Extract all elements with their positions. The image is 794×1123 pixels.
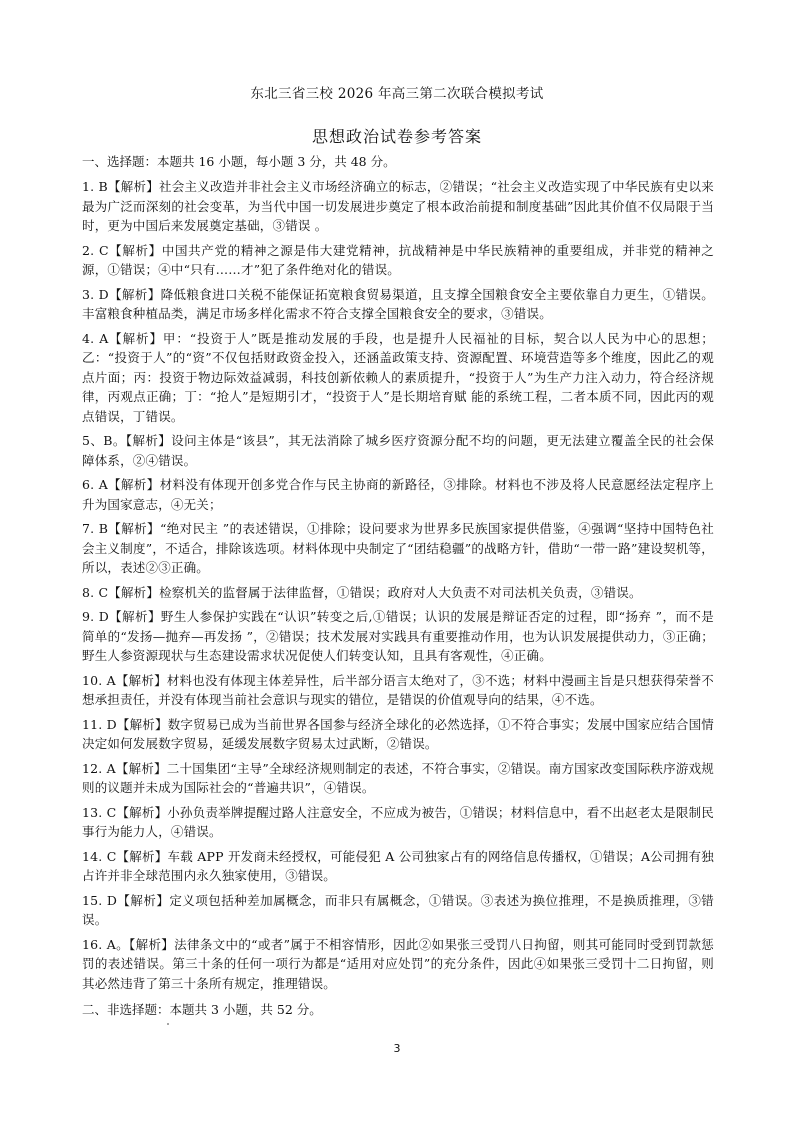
paper-title: 思想政治试卷参考答案 [311, 127, 482, 146]
answer-item-8: 8. C【解析】检察机关的监督属于法律监督，①错误；政府对人大负责不对司法机关负责，③错误。 [82, 584, 642, 600]
answer-item-6: 6. A【解析】材料没有体现开创多党合作与民主协商的新路径，③排除。材料也不涉及将人民意愿经法定程序上升为国家意志，④无关； [82, 477, 714, 512]
answer-item-14: 14. C【解析】车载 APP 开发商未经授权，可能侵犯 A 公司独家占有的网络信息传播权，①错误；A公司拥有独占许并非全球范围内永久独家使用，③错误。 [82, 848, 714, 883]
answer-item-16: 16. A。【解析】法律条文中的“或者”属于不相容情形，因此②如果张三受罚八日拘留，则其可能同时受到罚款惩罚的表述错误。第三十条的任何一项行为都是“适用对应处罚”的充分条件，因此④如果张三受罚十二日拘留，则其必然违背了第三十条所有规定，推理错误。 [82, 936, 714, 991]
answer-item-12: 12. A【解析】二十国集团“主导”全球经济规则制定的表述，不符合事实，②错误。南方国家改变国际秩序游戏规则的议题并未成为国际社会的“普遍共识”，④错误。 [82, 760, 714, 795]
section-one [82, 152, 714, 998]
answer-item-1: 1. B【解析】社会主义改造并非社会主义市场经济确立的标志，②错误；“社会主义改造实现了中华民族有史以来最为广泛而深刻的社会变革，为当代中国一切发展进步奠定了根本政治前提和制度基础”因此其价值不仅局限于当时，更为中国后来发展奠定基础，③错误 。 [82, 179, 714, 233]
stray-mark [167, 1023, 169, 1025]
answer-item-5: 5、B。【解析】设问主体是“该县”，其无法消除了城乡医疗资源分配不均的问题，更无法建立覆盖全民的社会保障体系，②④错误。 [82, 433, 714, 468]
page-number: 3 [393, 1042, 401, 1055]
section-two-heading: 二、非选择题：本题共 3 小题，共 52 分。 [82, 1002, 322, 1017]
answer-item-10: 10. A【解析】材料也没有体现主体差异性，后半部分语言太绝对了，③不选；材料中漫画主旨是只想获得荣誉不想承担责任，并没有体现当前社会意识与现实的错位，是错误的价值观导向的结果，④不选。 [82, 672, 714, 707]
exam-title: 东北三省三校 2026 年高三第二次联合模拟考试 [250, 86, 544, 102]
answer-item-7: 7. B【解析】“绝对民主 ”的表述错误，①排除；设问要求为世界多民族国家提供借鉴，④强调“坚持中国特色社会主义制度”，不适合，排除该选项。材料体现中央制定了“团结稳疆”的战略方针，借助“一带一路”建设契机等，所以，表述②③正确。 [82, 521, 714, 575]
answer-item-15: 15. D【解析】定义项包括种差加属概念，而非只有属概念，①错误。③表述为换位推理，不是换质推理，③错误。 [82, 892, 714, 927]
answer-item-2: 2. C【解析】中国共产党的精神之源是伟大建党精神，抗战精神是中华民族精神的重要组成，并非党的精神之源，①错误；④中“只有……才”犯了条件绝对化的错误。 [82, 242, 714, 277]
section-one-heading: 一、选择题：本题共 16 小题，每小题 3 分，共 48 分。 [82, 154, 396, 169]
answer-item-4: 4. A【解析】甲：“投资于人”既是推动发展的手段，也是提升人民福祉的目标，契合以人民为中心的思想；乙：“投资于人”的“资”不仅包括财政资金投入，还涵盖政策支持、资源配置、环境营造等多个维度，因此乙的观点片面；丙：投资于物边际效益减弱，科技创新依赖人的素质提升，“投资于人”为生产力注入动力，符合经济规律，丙观点正确；丁：“抢人”是短期引才，“投资于人”是长期培育赋 能的系统工程，二者本质不同，因此丙的观点错误，丁错误。 [82, 330, 714, 424]
answer-item-13: 13. C【解析】小孙负责举牌提醒过路人注意安全，不应成为被告，①错误；材料信息中，看不出赵老太是限制民事行为能力人，④错误。 [82, 804, 714, 839]
answer-item-11: 11. D【解析】数字贸易已成为当前世界各国参与经济全球化的必然选择，①不符合事实；发展中国家应结合国情决定如何发展数字贸易，延缓发展数字贸易太过武断，②错误。 [82, 716, 714, 751]
answer-item-3: 3. D【解析】降低粮食进口关税不能保证拓宽粮食贸易渠道，且支撑全国粮食安全主要依靠自力更生，①错误。丰富粮食种植品类，满足市场多样化需求不符合支撑全国粮食安全的要求，③错误。 [82, 286, 714, 321]
answer-item-9: 9. D【解析】野生人参保护实践在“认识”转变之后,①错误；认识的发展是辩证否定的过程，即“扬弃 ”，而不是简单的“发扬—抛弃—再发扬 ”，②错误；技术发展对实践具有重要推动作用，也为认识发展提供动力，③正确；野生人参资源现状与生态建设需求状况促使人们转变认知，且具有客观性，④正确。 [82, 609, 714, 663]
